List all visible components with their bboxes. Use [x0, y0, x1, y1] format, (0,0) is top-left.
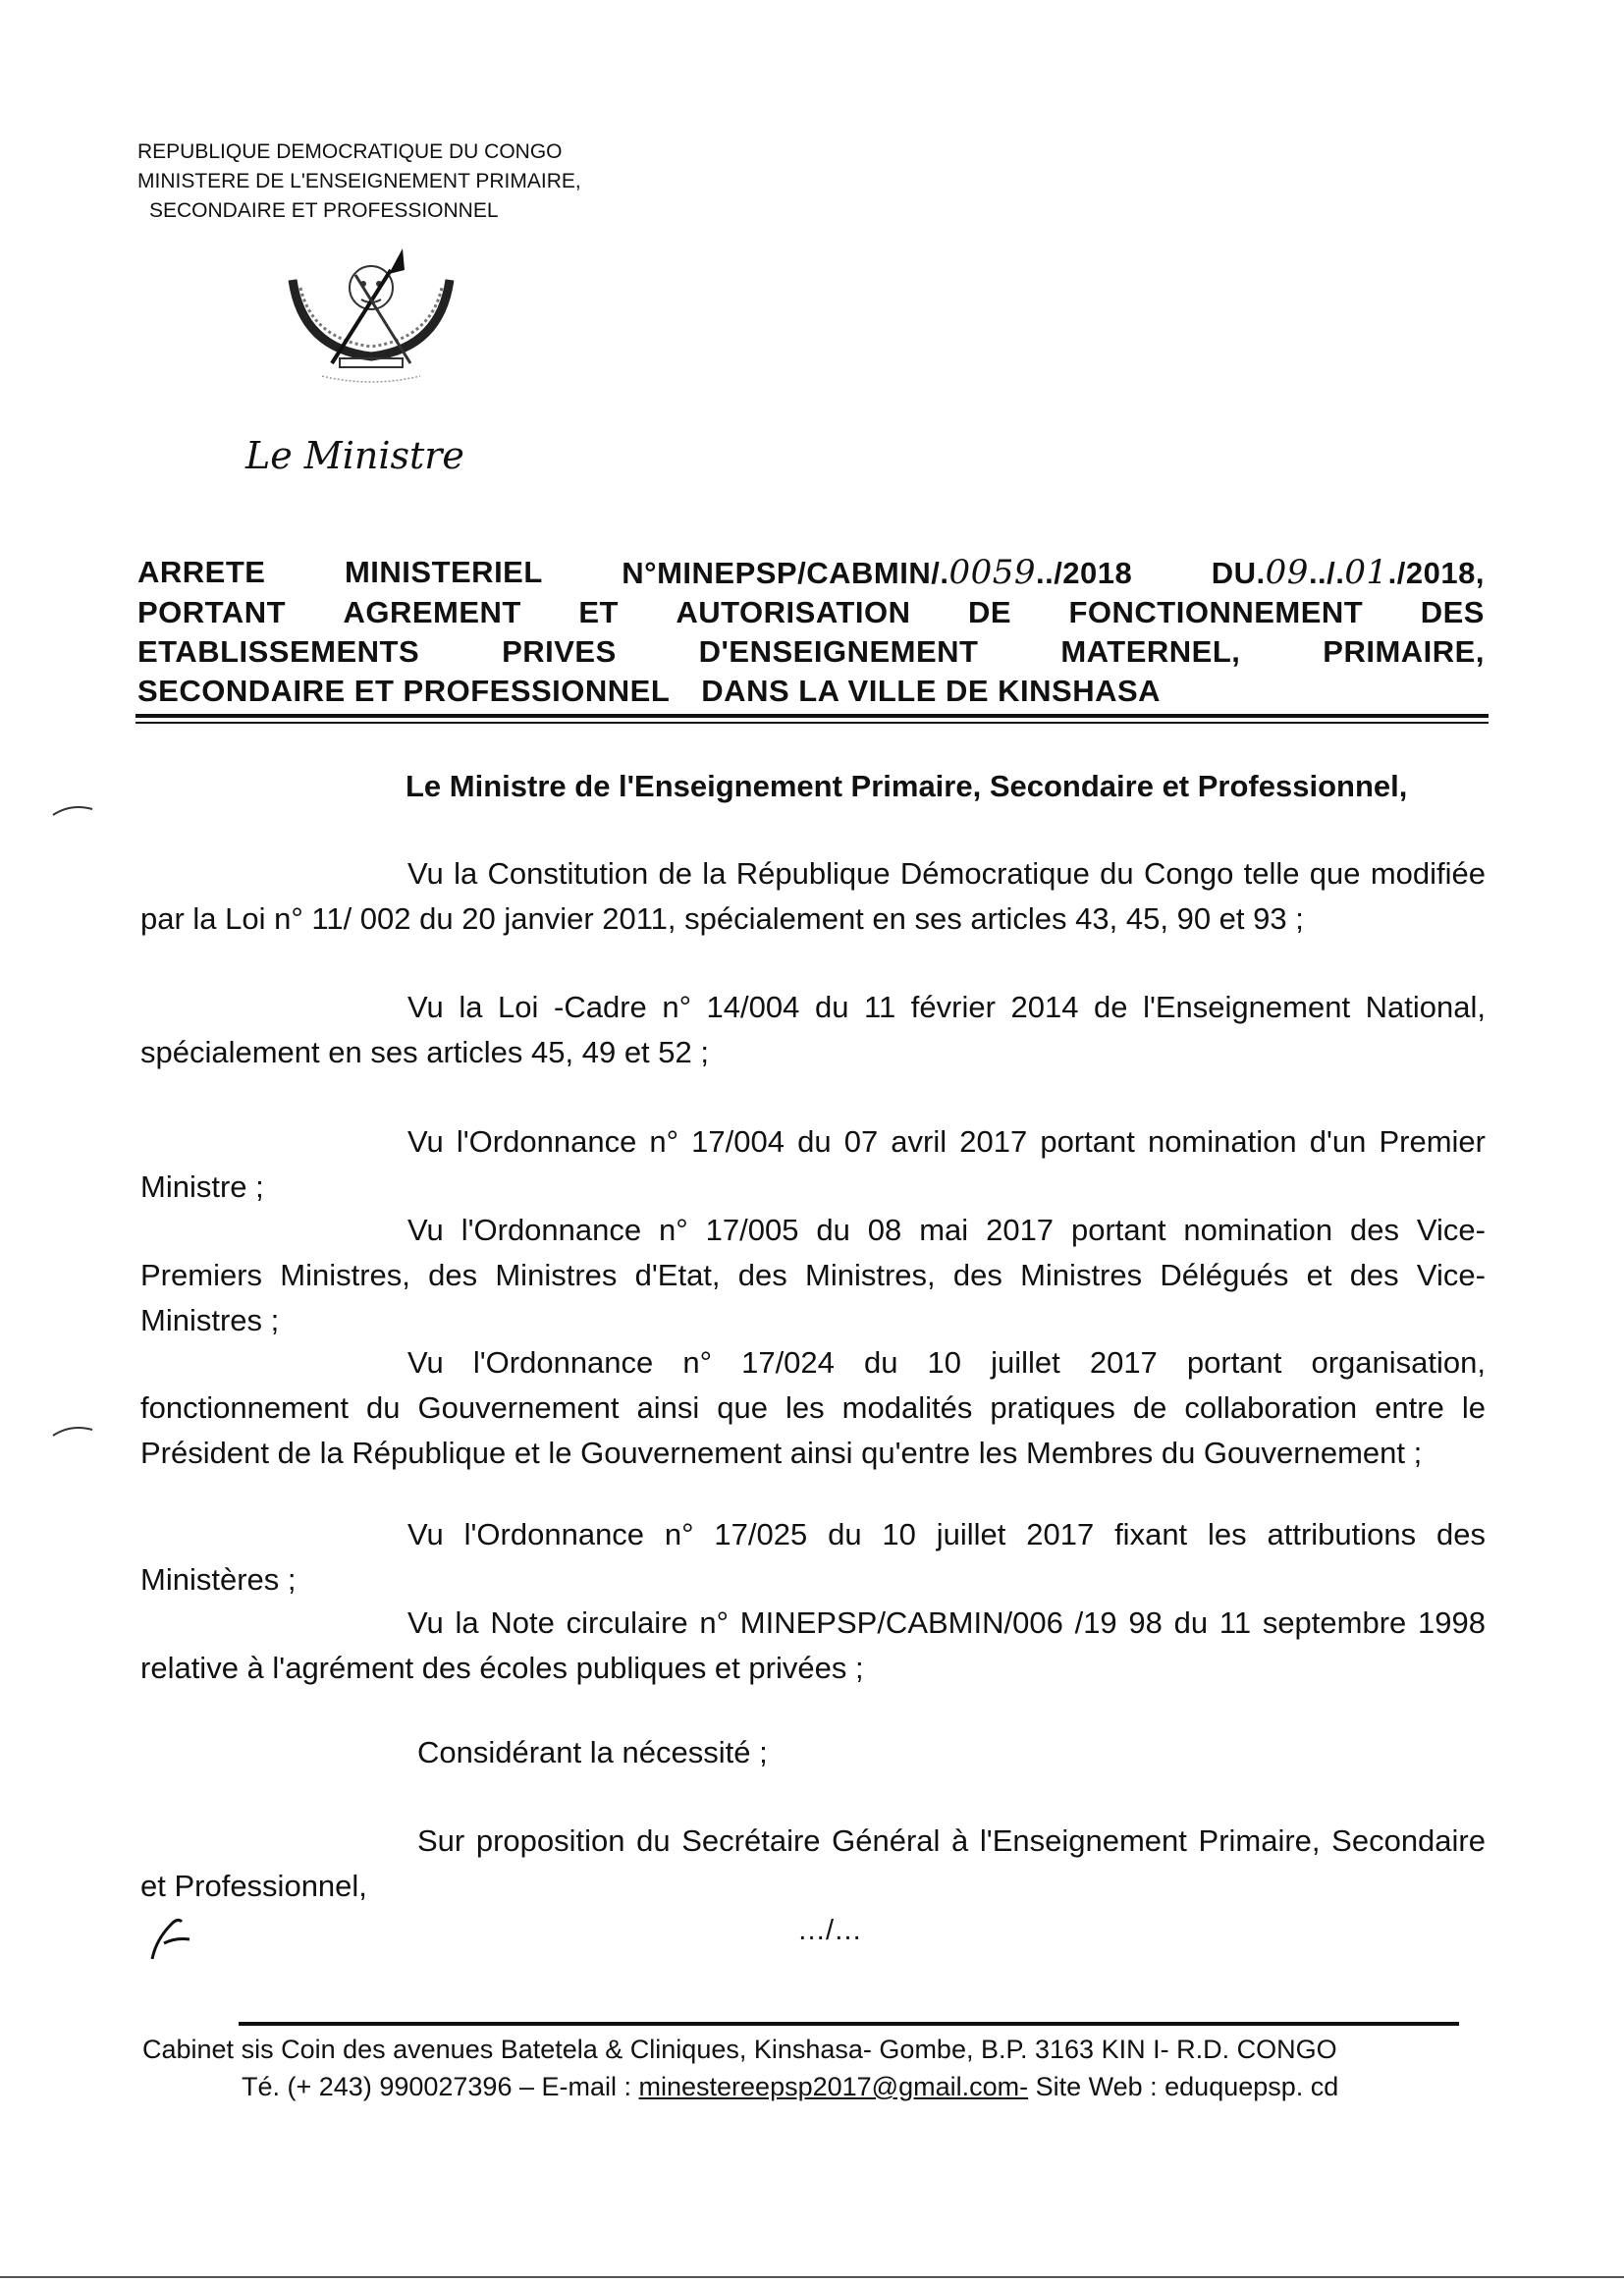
paragraph-ordonnance-17-025: Vu l'Ordonnance n° 17/025 du 10 juillet 2017 fixant les attributions des Ministères ;	[140, 1517, 1486, 1597]
country-name: REPUBLIQUE DEMOCRATIQUE DU CONGO	[137, 140, 563, 163]
paragraph-ordonnance-17-005: Vu l'Ordonnance n° 17/005 du 08 mai 2017 portant nomination des Vice-Premiers Ministres, des Ministres d'Etat, des Ministres, des Ministres Délégués et des Vice-Ministres ;	[140, 1213, 1486, 1337]
handwritten-month: 01	[1344, 553, 1388, 592]
decree-word: ETABLISSEMENTS	[137, 634, 420, 669]
paragraph-proposition: Sur proposition du Secrétaire Général à l'Enseignement Primaire, Secondaire et Professionnel,	[140, 1823, 1486, 1903]
decree-title-line-3	[137, 632, 1485, 672]
footer-contact	[242, 2072, 1338, 2102]
decree-word: DE	[967, 595, 1012, 629]
decree-word: MATERNEL,	[1060, 634, 1241, 669]
decree-word: AGREMENT	[343, 595, 521, 629]
decree-word: ARRETE	[137, 555, 266, 589]
paragraph-ordonnance-17-004: Vu l'Ordonnance n° 17/004 du 07 avril 2017 portant nomination d'un Premier Ministre ;	[140, 1124, 1486, 1204]
handwritten-day: 09	[1265, 553, 1309, 592]
decree-date	[1212, 553, 1485, 593]
footer-address: Cabinet sis Coin des avenues Batetela & Cliniques, Kinshasa- Gombe, B.P. 3163 KIN I- R.D. CONGO	[142, 2035, 1337, 2064]
margin-hole-mark	[51, 1424, 94, 1438]
decree-reference	[622, 553, 1132, 593]
paragraph-note-circulaire: Vu la Note circulaire n° MINEPSP/CABMIN/006 /19 98 du 11 septembre 1998 relative à l'agrément des écoles publiques et privées ;	[140, 1605, 1486, 1685]
decree-title-line-2	[137, 593, 1485, 632]
decree-title-line-1	[137, 553, 1485, 593]
date-prefix: DU.	[1211, 556, 1266, 590]
preamble: Le Ministre de l'Enseignement Primaire, Secondaire et Professionnel,	[406, 769, 1408, 803]
decree-word: MINISTERIEL	[344, 555, 543, 589]
decree-word: DES	[1420, 595, 1485, 629]
decree-word: PRIMAIRE,	[1323, 634, 1485, 669]
decree-title-line-4	[137, 672, 1485, 711]
scan-edge	[0, 2276, 1624, 2278]
date-separator: ../.	[1308, 556, 1345, 590]
decree-phrase: SECONDAIRE ET PROFESSIONNEL	[137, 674, 671, 708]
reference-prefix: N°MINEPSP/CABMIN/.	[622, 556, 949, 590]
paragraph-considerant: Considérant la nécessité ;	[417, 1735, 768, 1769]
footer-website: Site Web : eduquepsp. cd	[1028, 2072, 1339, 2101]
letterhead	[137, 137, 581, 226]
signature-initial	[142, 1910, 201, 1969]
decree-word: PORTANT	[137, 595, 287, 629]
reference-year: ../2018	[1035, 556, 1133, 590]
decree-title	[137, 553, 1485, 711]
paragraph-ordonnance-17-024: Vu l'Ordonnance n° 17/024 du 10 juillet 2017 portant organisation, fonctionnement du Gouvernement ainsi que les modalités pratiques de collaboration entre le Président de la République et le Gouvernement ainsi qu'entre les Membres du Gouvernement ;	[140, 1345, 1486, 1470]
date-year: ./2018,	[1387, 556, 1485, 590]
title-divider	[135, 714, 1489, 718]
margin-hole-mark	[51, 803, 94, 817]
ministry-name: MINISTERE DE L'ENSEIGNEMENT PRIMAIRE,	[137, 170, 581, 192]
handwritten-number: 0059	[948, 553, 1036, 592]
footer-divider	[239, 2022, 1459, 2026]
decree-word: AUTORISATION	[676, 595, 911, 629]
footer-phone: Té. (+ 243) 990027396 – E-mail :	[242, 2072, 639, 2101]
decree-word: D'ENSEIGNEMENT	[698, 634, 979, 669]
decree-phrase: DANS LA VILLE DE KINSHASA	[701, 674, 1162, 708]
footer-email-link[interactable]: minestereepsp2017@gmail.com-	[638, 2072, 1029, 2101]
paragraph-loi-cadre: Vu la Loi -Cadre n° 14/004 du 11 février 2014 de l'Enseignement National, spécialement en ses articles 45, 49 et 52 ;	[140, 990, 1486, 1069]
decree-word: FONCTIONNEMENT	[1068, 595, 1364, 629]
page-continuation: …/…	[797, 1915, 863, 1946]
ministry-name-cont: SECONDAIRE ET PROFESSIONNEL	[149, 199, 499, 222]
paragraph-constitution: Vu la Constitution de la République Démocratique du Congo telle que modifiée par la Loi n° 11/ 002 du 20 janvier 2011, spécialement en ses articles 43, 45, 90 et 93 ;	[140, 856, 1486, 936]
decree-word: PRIVES	[502, 634, 617, 669]
title-divider-thin	[135, 722, 1489, 724]
coat-of-arms-emblem	[273, 241, 469, 388]
decree-word: ET	[578, 595, 619, 629]
minister-title: Le Ministre	[245, 434, 464, 477]
